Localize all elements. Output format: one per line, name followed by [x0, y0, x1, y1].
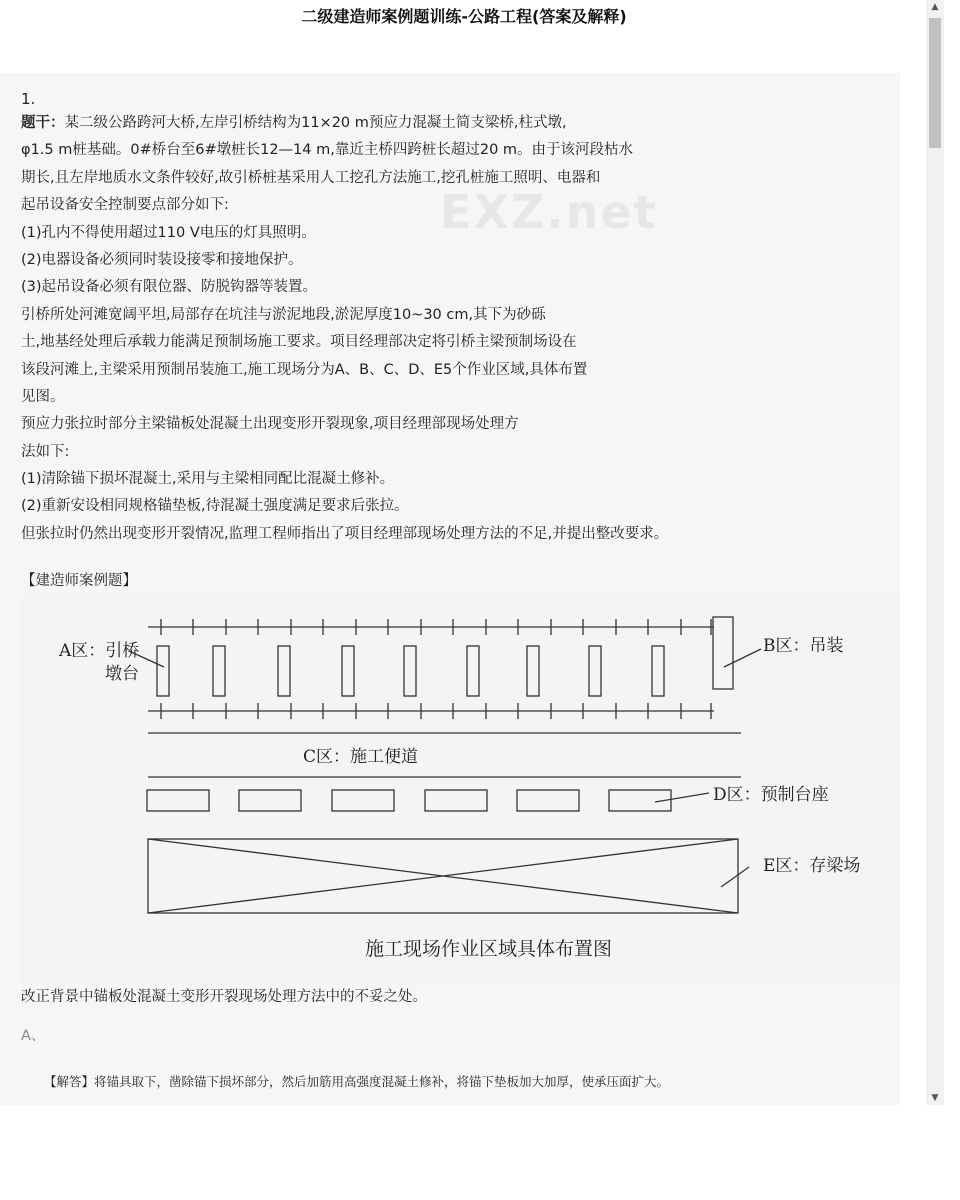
zone-e-label: E区：存梁场	[763, 856, 861, 876]
site-layout-figure	[21, 595, 900, 985]
stem-line-14: (1)清除锚下损坏混凝土,采用与主梁相同配比混凝土修补。	[21, 471, 395, 488]
zone-b-leader	[724, 649, 761, 667]
zone-d-label: D区：预制台座	[713, 785, 829, 805]
stem-line-3: 期长,且左岸地质水文条件较好,故引桥桩基采用人工挖孔方法施工,挖孔桩施工照明、电器和	[21, 169, 601, 186]
zone-b-label: B区：吊装	[763, 636, 844, 656]
pier-columns	[157, 646, 664, 696]
site-layout-diagram	[21, 595, 900, 985]
zone-c-label: C区：施工便道	[303, 747, 419, 767]
question-stem	[21, 110, 891, 548]
stem-line-13: 法如下:	[21, 443, 70, 460]
answer-explanation: 【解答】将锚具取下，凿除锚下损坏部分，然后加筋用高强度混凝土修补，将锚下垫板加大加厚，使承压面扩大。	[44, 1074, 670, 1089]
stem-line-9: 土,地基经处理后承载力能满足预制场施工要求。项目经理部决定将引桥主梁预制场设在	[21, 334, 577, 351]
stem-line-12: 预应力张拉时部分主梁锚板处混凝土出现变形开裂现象,项目经理部现场处理方	[21, 416, 519, 433]
stem-line-10: 该段河滩上,主梁采用预制吊装施工,施工现场分为A、B、C、D、E5个作业区域,具体布置	[21, 361, 588, 378]
vertical-scrollbar[interactable]	[926, 0, 944, 1105]
scroll-up-arrow-icon[interactable]: ▲	[931, 2, 939, 12]
section-label: 【建造师案例题】	[21, 573, 137, 589]
stem-label: 题干：	[21, 115, 65, 131]
stem-line-1: 题干：某二级公路跨河大桥,左岸引桥结构为11×20 m预应力混凝土简支梁桥,柱式墩,	[21, 115, 567, 131]
zone-a-label-line1: A区：引桥	[59, 641, 140, 661]
stem-line-8: 引桥所处河滩宽阔平坦,局部存在坑洼与淤泥地段,淤泥厚度10~30 cm,其下为砂砾	[21, 306, 546, 323]
zone-d-leader	[655, 793, 709, 802]
scroll-down-arrow-icon[interactable]: ▼	[931, 1093, 939, 1103]
precast-beds	[147, 790, 671, 811]
stem-line-15: (2)重新安设相同规格锚垫板,待混凝土强度满足要求后张拉。	[21, 498, 409, 515]
stem-line-6: (2)电器设备必须同时装设接零和接地保护。	[21, 251, 303, 268]
stem-line-11: 见图。	[21, 388, 65, 405]
zone-e-leader	[721, 867, 749, 887]
lifting-gantry	[713, 617, 733, 689]
stem-line-2: φ1.5 m桩基础。0#桥台至6#墩桩长12—14 m,靠近主桥四跨桩长超过20 m。由于该河段枯水	[21, 142, 634, 159]
stem-line-4: 起吊设备安全控制要点部分如下:	[21, 197, 229, 214]
question-number: 1.	[21, 90, 36, 108]
stem-line-16: 但张拉时仍然出现变形开裂情况,监理工程师指出了项目经理部现场处理方法的不足,并提出整改要求。	[21, 525, 669, 542]
page-title: 二级建造师案例题训练-公路工程(答案及解释)	[301, 7, 627, 26]
zone-a-label-line2: 墩台	[105, 664, 139, 684]
scrollbar-thumb[interactable]	[929, 18, 941, 148]
stem-line-5: (1)孔内不得使用超过110 V电压的灯具照明。	[21, 224, 316, 241]
watermark: EXZ.net	[440, 185, 658, 239]
question-prompt: 改正背景中锚板处混凝土变形开裂现场处理方法中的不妥之处。	[21, 989, 427, 1005]
question-panel	[0, 73, 900, 1105]
option-a[interactable]: A、	[21, 1028, 46, 1044]
stem-line-7: (3)起吊设备必须有限位器、防脱钩器等装置。	[21, 279, 318, 296]
figure-caption: 施工现场作业区域具体布置图	[365, 938, 613, 960]
